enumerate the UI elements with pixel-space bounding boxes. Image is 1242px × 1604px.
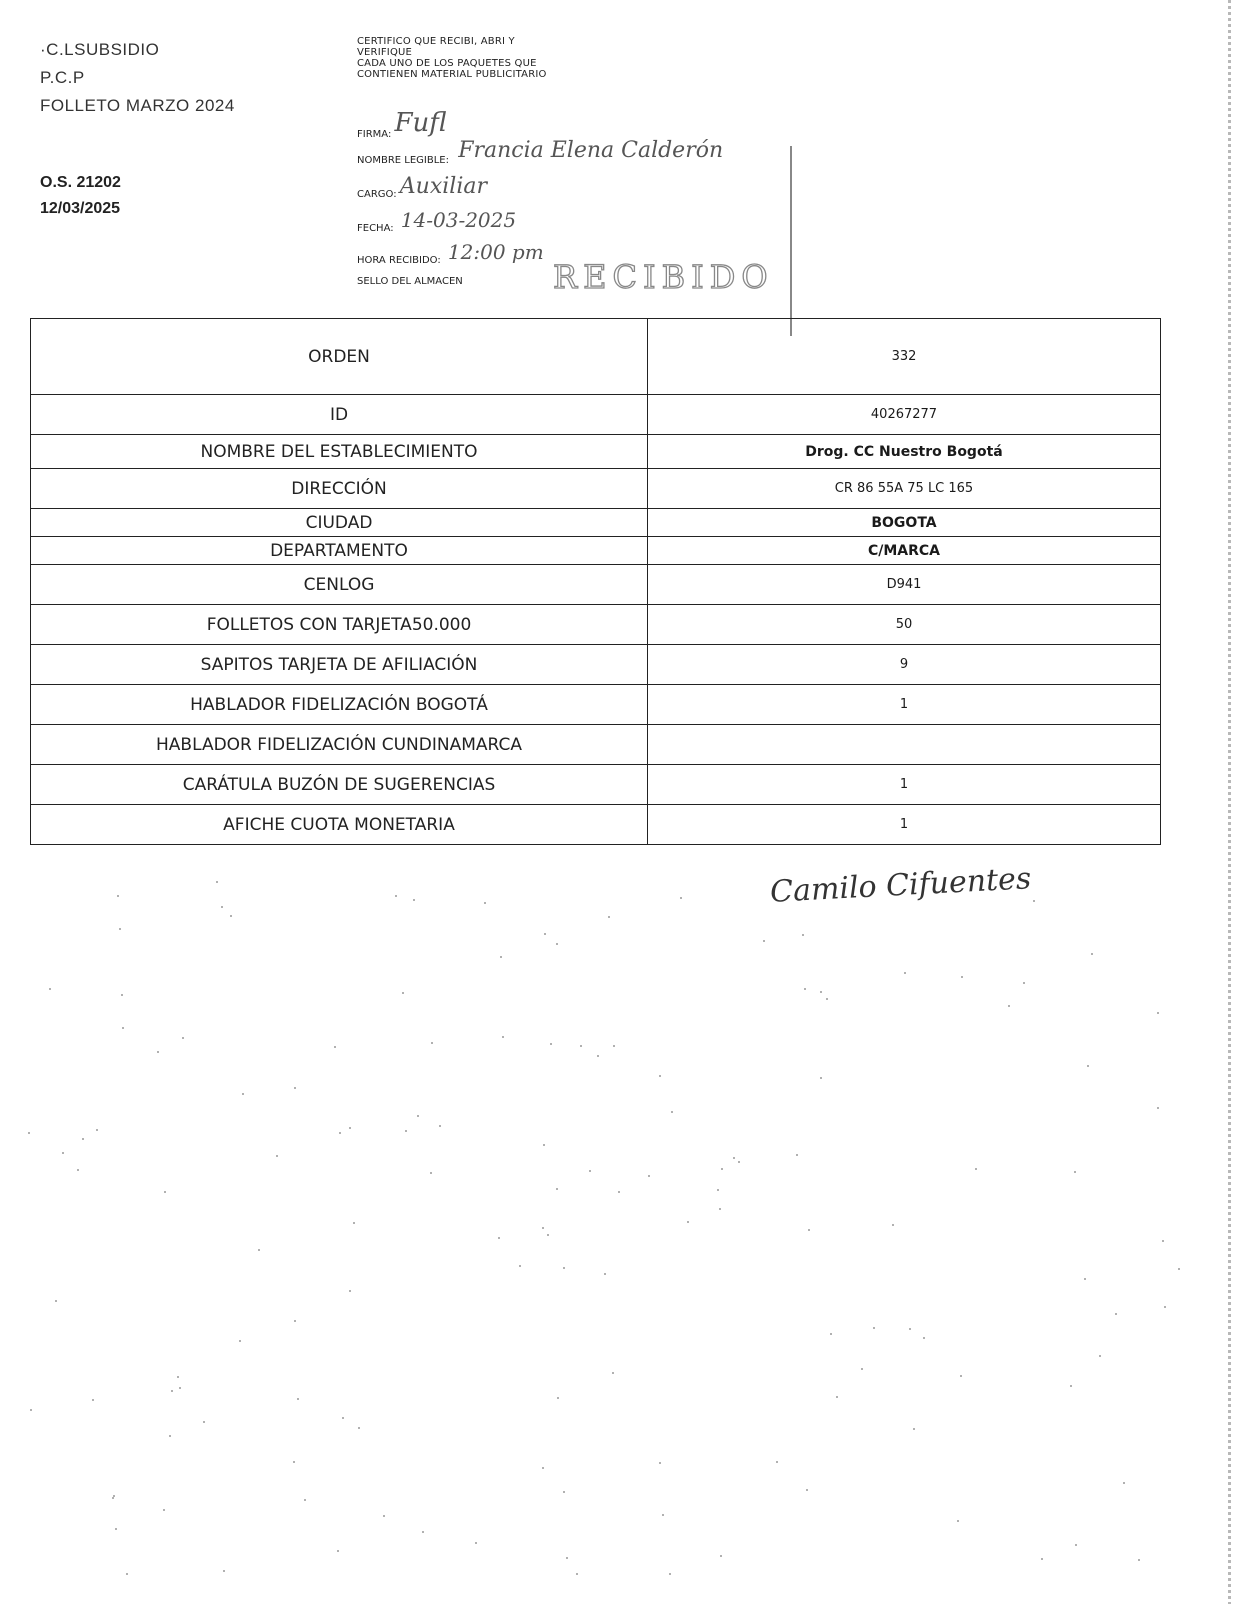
row-label: CARÁTULA BUZÓN DE SUGERENCIAS xyxy=(31,765,648,805)
scan-speck xyxy=(613,1045,615,1047)
scan-speck xyxy=(405,1130,407,1132)
scan-speck xyxy=(719,1208,721,1210)
scan-speck xyxy=(502,1036,504,1038)
scan-speck xyxy=(1123,1482,1125,1484)
row-value: CR 86 55A 75 LC 165 xyxy=(648,469,1161,509)
scan-speck xyxy=(96,1129,98,1131)
table-row xyxy=(31,565,1161,605)
scan-speck xyxy=(402,992,404,994)
scan-speck xyxy=(258,1249,260,1251)
scan-speck xyxy=(177,1376,179,1378)
row-label: HABLADOR FIDELIZACIÓN BOGOTÁ xyxy=(31,685,648,725)
scan-speck xyxy=(395,895,397,897)
row-value: BOGOTA xyxy=(648,509,1161,537)
table-row xyxy=(31,725,1161,765)
scan-speck xyxy=(121,994,123,996)
brochure-title: FOLLETO MARZO 2024 xyxy=(40,96,235,115)
scan-speck xyxy=(721,1168,723,1170)
scan-speck xyxy=(733,1157,735,1159)
row-label: NOMBRE DEL ESTABLECIMIENTO xyxy=(31,435,648,469)
scan-speck xyxy=(671,1111,673,1113)
scan-speck xyxy=(119,928,121,930)
scan-speck xyxy=(669,1573,671,1575)
scan-speck xyxy=(304,1499,306,1501)
scan-speck xyxy=(383,1515,385,1517)
scan-speck xyxy=(337,1550,339,1552)
scan-speck xyxy=(659,1075,661,1077)
scan-speck xyxy=(294,1320,296,1322)
scan-speck xyxy=(49,988,51,990)
table-row xyxy=(31,509,1161,537)
scan-speck xyxy=(422,1531,424,1533)
scan-speck xyxy=(349,1290,351,1292)
scan-speck xyxy=(92,1399,94,1401)
sello-label: SELLO DEL ALMACEN xyxy=(357,276,463,287)
cargo-label: CARGO: xyxy=(357,189,397,200)
delivery-table xyxy=(30,318,1161,845)
scan-speck xyxy=(342,1417,344,1419)
scan-speck xyxy=(892,1224,894,1226)
handwritten-signature: Camilo Cifuentes xyxy=(769,861,1033,910)
scan-speck xyxy=(580,1045,582,1047)
scan-speck xyxy=(1070,1385,1072,1387)
scan-speck xyxy=(687,1221,689,1223)
scan-speck xyxy=(62,1152,64,1154)
reception-stamp xyxy=(357,36,797,306)
scan-speck xyxy=(171,1390,173,1392)
nombre-label: NOMBRE LEGIBLE: xyxy=(357,155,449,166)
scan-speck xyxy=(276,1155,278,1157)
table-row xyxy=(31,435,1161,469)
scan-speck xyxy=(349,1127,351,1129)
stamp-intro-line: CADA UNO DE LOS PAQUETES QUE xyxy=(357,58,537,69)
scan-speck xyxy=(475,1542,477,1544)
row-value: 332 xyxy=(648,319,1161,395)
scan-speck xyxy=(1178,1268,1180,1270)
scan-speck xyxy=(417,1115,419,1117)
firma-label: FIRMA: xyxy=(357,129,392,140)
scan-speck xyxy=(1138,1559,1140,1561)
scan-speck xyxy=(680,897,682,899)
scan-speck xyxy=(203,1421,205,1423)
scan-speck xyxy=(1084,1278,1086,1280)
scan-speck xyxy=(294,1087,296,1089)
table-row xyxy=(31,395,1161,435)
stamp-intro-line: VERIFIQUE xyxy=(357,47,413,58)
scan-speck xyxy=(542,1227,544,1229)
scan-speck xyxy=(820,1077,822,1079)
scan-speck xyxy=(169,1435,171,1437)
scan-speck xyxy=(157,1051,159,1053)
scan-speck xyxy=(1164,1306,1166,1308)
scan-speck xyxy=(612,1372,614,1374)
firma-field xyxy=(357,108,447,144)
row-value: C/MARCA xyxy=(648,537,1161,565)
row-value: 1 xyxy=(648,805,1161,845)
scan-speck xyxy=(547,1234,549,1236)
scan-speck xyxy=(163,1509,165,1511)
scan-speck xyxy=(1157,1107,1159,1109)
scan-speck xyxy=(1033,900,1035,902)
scan-speck xyxy=(820,991,822,993)
table-row xyxy=(31,805,1161,845)
scan-speck xyxy=(239,1340,241,1342)
row-value: 50 xyxy=(648,605,1161,645)
scan-speck xyxy=(597,1055,599,1057)
scan-speck xyxy=(1157,1012,1159,1014)
scan-speck xyxy=(297,1398,299,1400)
scan-speck xyxy=(604,1273,606,1275)
scan-speck xyxy=(430,1172,432,1174)
scan-speck xyxy=(164,1191,166,1193)
scan-speck xyxy=(498,1237,500,1239)
scan-speck xyxy=(1008,1005,1010,1007)
row-label: HABLADOR FIDELIZACIÓN CUNDINAMARCA xyxy=(31,725,648,765)
scan-speck xyxy=(55,1300,57,1302)
scan-speck xyxy=(82,1138,84,1140)
table-row xyxy=(31,319,1161,395)
hora-label: HORA RECIBIDO: xyxy=(357,255,441,266)
sello-field xyxy=(357,276,463,287)
scan-speck xyxy=(589,1170,591,1172)
row-value: 1 xyxy=(648,765,1161,805)
fecha-value: 14-03-2025 xyxy=(400,208,517,232)
row-label: CENLOG xyxy=(31,565,648,605)
row-label: SAPITOS TARJETA DE AFILIACIÓN xyxy=(31,645,648,685)
table-row xyxy=(31,469,1161,509)
order-service-number: O.S. 21202 xyxy=(40,174,121,191)
fecha-label: FECHA: xyxy=(357,223,394,234)
scan-speck xyxy=(717,1189,719,1191)
table-row xyxy=(31,537,1161,565)
row-label: DEPARTAMENTO xyxy=(31,537,648,565)
scan-speck xyxy=(179,1387,181,1389)
scan-speck xyxy=(923,1337,925,1339)
scan-speck xyxy=(221,906,223,908)
scan-speck xyxy=(550,1043,552,1045)
scan-speck xyxy=(339,1132,341,1134)
row-label: FOLLETOS CON TARJETA50.000 xyxy=(31,605,648,645)
scan-speck xyxy=(566,1557,568,1559)
nombre-field xyxy=(357,138,724,169)
scan-speck xyxy=(1091,953,1093,955)
row-label: ORDEN xyxy=(31,319,648,395)
scan-speck xyxy=(957,1520,959,1522)
company-name: ·C.LSUBSIDIO xyxy=(40,40,160,59)
program-code: P.C.P xyxy=(40,68,85,87)
scan-speck xyxy=(961,976,963,978)
scan-speck xyxy=(618,1191,620,1193)
scan-speck xyxy=(1023,982,1025,984)
row-label: CIUDAD xyxy=(31,509,648,537)
row-label: AFICHE CUOTA MONETARIA xyxy=(31,805,648,845)
order-service-block xyxy=(40,170,121,222)
scan-speck xyxy=(802,934,804,936)
scan-speck xyxy=(556,943,558,945)
scan-speck xyxy=(806,1489,808,1491)
scan-speck xyxy=(484,902,486,904)
scan-speck xyxy=(873,1327,875,1329)
header-block xyxy=(40,36,235,120)
scan-speck xyxy=(112,1497,114,1499)
scan-speck xyxy=(563,1491,565,1493)
scan-speck xyxy=(353,1222,355,1224)
table-row xyxy=(31,765,1161,805)
row-value: 9 xyxy=(648,645,1161,685)
scan-speck xyxy=(334,1046,336,1048)
stamp-intro-line: CERTIFICO QUE RECIBI, ABRI Y xyxy=(357,36,515,47)
stamp-border xyxy=(790,146,794,336)
scan-speck xyxy=(804,988,806,990)
scan-speck xyxy=(28,1132,30,1134)
scan-speck xyxy=(439,1125,441,1127)
nombre-value: Francia Elena Calderón xyxy=(458,138,724,163)
scan-speck xyxy=(30,1409,32,1411)
scan-speck xyxy=(77,1169,79,1171)
scan-speck xyxy=(216,881,218,883)
scan-speck xyxy=(720,1555,722,1557)
scan-speck xyxy=(826,998,828,1000)
scan-speck xyxy=(1162,1240,1164,1242)
firma-value: Fufl xyxy=(394,108,447,138)
scan-speck xyxy=(796,1154,798,1156)
scan-speck xyxy=(659,1462,661,1464)
scan-speck xyxy=(542,1467,544,1469)
scan-speck xyxy=(776,1461,778,1463)
scan-speck xyxy=(763,940,765,942)
row-value: 1 xyxy=(648,685,1161,725)
scan-speck xyxy=(122,1027,124,1029)
scan-speck xyxy=(913,1428,915,1430)
scan-speck xyxy=(544,933,546,935)
scan-speck xyxy=(230,915,232,917)
scan-speck xyxy=(608,916,610,918)
hora-field xyxy=(357,240,544,268)
scan-speck xyxy=(1087,1065,1089,1067)
scan-speck xyxy=(576,1573,578,1575)
scan-speck xyxy=(1075,1544,1077,1546)
scan-speck xyxy=(1099,1355,1101,1357)
row-label: ID xyxy=(31,395,648,435)
cargo-value: Auxiliar xyxy=(399,174,487,199)
cargo-field xyxy=(357,174,487,203)
stamp-intro-line: CONTIENEN MATERIAL PUBLICITARIO xyxy=(357,69,547,80)
hora-value: 12:00 pm xyxy=(447,240,544,264)
received-stamp-mark: RECIBIDO xyxy=(553,258,774,296)
scan-speck xyxy=(836,1396,838,1398)
scan-speck xyxy=(738,1161,740,1163)
row-label: DIRECCIÓN xyxy=(31,469,648,509)
scan-speck xyxy=(904,972,906,974)
scan-speck xyxy=(126,1573,128,1575)
scan-speck xyxy=(115,1528,117,1530)
scan-speck xyxy=(293,1461,295,1463)
scan-speck xyxy=(413,899,415,901)
row-value xyxy=(648,725,1161,765)
row-value: D941 xyxy=(648,565,1161,605)
scan-speck xyxy=(223,1570,225,1572)
table-row xyxy=(31,685,1161,725)
table-row xyxy=(31,605,1161,645)
scan-speck xyxy=(975,1168,977,1170)
scan-speck xyxy=(358,1427,360,1429)
scan-speck xyxy=(1041,1558,1043,1560)
scan-speck xyxy=(830,1333,832,1335)
scan-speck xyxy=(1074,1171,1076,1173)
scan-speck xyxy=(117,895,119,897)
scan-speck xyxy=(557,1397,559,1399)
scan-speck xyxy=(960,1375,962,1377)
scan-speck xyxy=(563,1267,565,1269)
scan-speck xyxy=(808,1229,810,1231)
scan-speck xyxy=(519,1265,521,1267)
scan-speck xyxy=(500,956,502,958)
row-value: Drog. CC Nuestro Bogotá xyxy=(648,435,1161,469)
scan-speck xyxy=(182,1037,184,1039)
scan-speck xyxy=(543,1144,545,1146)
scan-speck xyxy=(648,1175,650,1177)
order-service-date: 12/03/2025 xyxy=(40,200,121,217)
row-value: 40267277 xyxy=(648,395,1161,435)
fecha-field xyxy=(357,208,517,236)
scan-speck xyxy=(431,1042,433,1044)
scan-speck xyxy=(662,1514,664,1516)
scan-speck xyxy=(556,1188,558,1190)
scan-edge xyxy=(1228,0,1231,1604)
scan-speck xyxy=(861,1368,863,1370)
stamp-intro xyxy=(357,36,797,80)
table-row xyxy=(31,645,1161,685)
scan-speck xyxy=(909,1328,911,1330)
scan-speck xyxy=(1115,1313,1117,1315)
scan-speck xyxy=(242,1093,244,1095)
